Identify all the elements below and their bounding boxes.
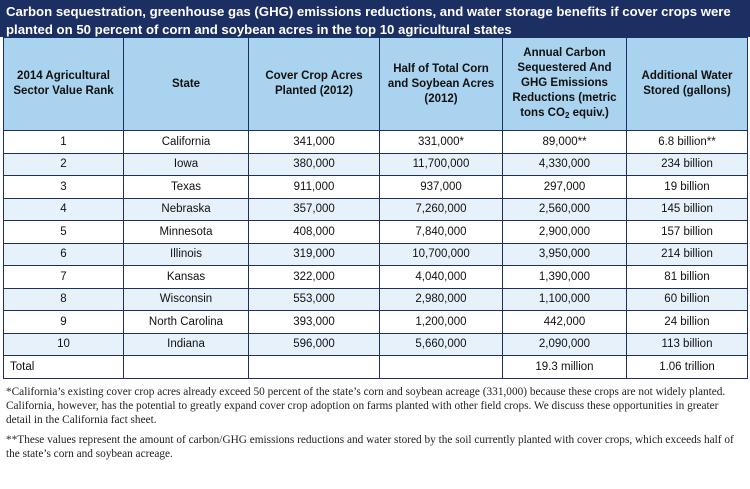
cell-state: Indiana <box>124 333 249 356</box>
table-row <box>4 176 748 199</box>
cell-cover-acres: 322,000 <box>249 266 380 289</box>
cell-carbon: 89,000** <box>503 131 627 154</box>
cell-half-acres: 7,260,000 <box>380 198 503 221</box>
cell-half-acres: 10,700,000 <box>380 243 503 266</box>
cell-rank: 6 <box>4 243 124 266</box>
header-row <box>4 38 748 131</box>
table-title: Carbon sequestration, greenhouse gas (GHG) emissions reductions, and water storage benefits if cover crops were planted on 50 percent of corn and soybean acres in the top 10 agricultural states <box>0 0 750 37</box>
cell-rank: 5 <box>4 221 124 244</box>
cell-carbon: 2,090,000 <box>503 333 627 356</box>
header-state: State <box>124 38 249 131</box>
cell-cover-acres: 380,000 <box>249 153 380 176</box>
cell-state: Wisconsin <box>124 288 249 311</box>
cell-carbon: 1,100,000 <box>503 288 627 311</box>
cell-carbon: 442,000 <box>503 311 627 334</box>
cell-state: Iowa <box>124 153 249 176</box>
cell-half-acres: 2,980,000 <box>380 288 503 311</box>
cell-cover-acres: 319,000 <box>249 243 380 266</box>
header-carbon-subscript: 2 <box>564 110 570 120</box>
cell-water: 81 billion <box>627 266 748 289</box>
cell-rank: 7 <box>4 266 124 289</box>
total-row <box>4 356 748 379</box>
cell-state: Illinois <box>124 243 249 266</box>
cell-half-acres: 1,200,000 <box>380 311 503 334</box>
table-row <box>4 131 748 154</box>
header-carbon-suffix: equiv.) <box>569 106 609 119</box>
cell-state: Minnesota <box>124 221 249 244</box>
header-rank: 2014 Agricultural Sector Value Rank <box>4 38 124 131</box>
data-table <box>3 37 748 379</box>
cell-carbon: 297,000 <box>503 176 627 199</box>
table-row <box>4 266 748 289</box>
table-row <box>4 243 748 266</box>
cell-cover-acres: 596,000 <box>249 333 380 356</box>
total-empty-cell <box>124 356 249 379</box>
cell-cover-acres: 341,000 <box>249 131 380 154</box>
cell-state: Texas <box>124 176 249 199</box>
cell-water: 157 billion <box>627 221 748 244</box>
table-row <box>4 221 748 244</box>
cell-cover-acres: 357,000 <box>249 198 380 221</box>
cell-water: 234 billion <box>627 153 748 176</box>
cell-half-acres: 331,000* <box>380 131 503 154</box>
cell-water: 113 billion <box>627 333 748 356</box>
cell-water: 145 billion <box>627 198 748 221</box>
total-label: Total <box>4 356 124 379</box>
table-body <box>4 131 748 379</box>
footnotes <box>0 379 750 461</box>
cell-rank: 1 <box>4 131 124 154</box>
cell-carbon: 2,900,000 <box>503 221 627 244</box>
cell-cover-acres: 408,000 <box>249 221 380 244</box>
cell-water: 214 billion <box>627 243 748 266</box>
footnote-2: **These values represent the amount of carbon/GHG emissions reductions and water stored by the soil currently planted with cover crops, which exceeds half of the state’s corn and soybean acreage. <box>6 433 734 460</box>
cell-cover-acres: 911,000 <box>249 176 380 199</box>
cell-state: Nebraska <box>124 198 249 221</box>
cell-half-acres: 937,000 <box>380 176 503 199</box>
table-row <box>4 333 748 356</box>
cell-rank: 9 <box>4 311 124 334</box>
cell-rank: 10 <box>4 333 124 356</box>
table-row <box>4 153 748 176</box>
table-row <box>4 288 748 311</box>
cell-cover-acres: 553,000 <box>249 288 380 311</box>
header-cover-acres: Cover Crop Acres Planted (2012) <box>249 38 380 131</box>
cell-carbon: 4,330,000 <box>503 153 627 176</box>
table-row <box>4 311 748 334</box>
cell-state: California <box>124 131 249 154</box>
cell-water: 6.8 billion** <box>627 131 748 154</box>
header-carbon-text: Annual Carbon Sequestered And GHG Emissions Reductions (metric tons CO <box>512 46 617 119</box>
footnote-1: *California’s existing cover crop acres already exceed 50 percent of the state’s corn and soybean acreage (331,000) because these crops are not widely planted. California, however, has the potential to greatly expand cover crop adoption on farms planted with other field crops. We discuss these opportunities in greater detail in the California fact sheet. <box>6 385 726 426</box>
cell-half-acres: 7,840,000 <box>380 221 503 244</box>
cell-half-acres: 4,040,000 <box>380 266 503 289</box>
cell-carbon: 1,390,000 <box>503 266 627 289</box>
total-carbon: 19.3 million <box>503 356 627 379</box>
cell-carbon: 3,950,000 <box>503 243 627 266</box>
cell-rank: 3 <box>4 176 124 199</box>
cell-water: 24 billion <box>627 311 748 334</box>
cell-state: Kansas <box>124 266 249 289</box>
total-empty-cell <box>380 356 503 379</box>
header-carbon <box>503 38 627 131</box>
cell-water: 60 billion <box>627 288 748 311</box>
header-half-acres: Half of Total Corn and Soybean Acres (2012) <box>380 38 503 131</box>
cell-carbon: 2,560,000 <box>503 198 627 221</box>
table-row <box>4 198 748 221</box>
cell-rank: 4 <box>4 198 124 221</box>
cell-half-acres: 5,660,000 <box>380 333 503 356</box>
total-water: 1.06 trillion <box>627 356 748 379</box>
cell-state: North Carolina <box>124 311 249 334</box>
header-water: Additional Water Stored (gallons) <box>627 38 748 131</box>
total-empty-cell <box>249 356 380 379</box>
cell-water: 19 billion <box>627 176 748 199</box>
cell-cover-acres: 393,000 <box>249 311 380 334</box>
cell-half-acres: 11,700,000 <box>380 153 503 176</box>
cell-rank: 2 <box>4 153 124 176</box>
cell-rank: 8 <box>4 288 124 311</box>
